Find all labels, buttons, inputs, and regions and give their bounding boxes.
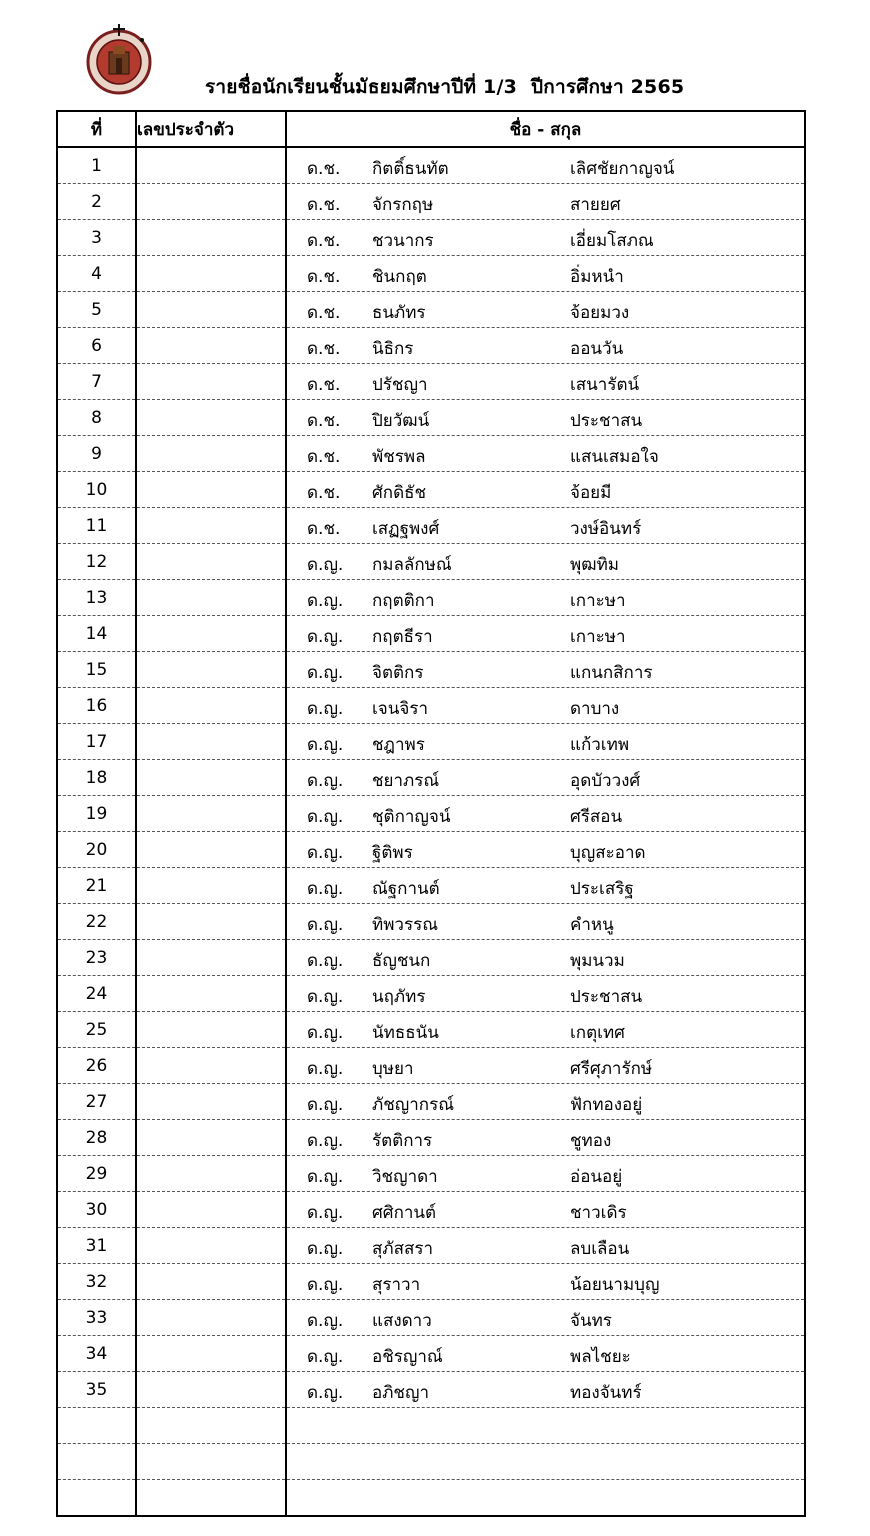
first-name: เสฏฐพงศ์: [372, 519, 440, 539]
student-id-cell: [136, 760, 286, 796]
name-prefix: ด.ญ.: [307, 843, 344, 863]
student-name-cell: [286, 220, 805, 256]
student-id-cell: [136, 868, 286, 904]
name-prefix: ด.ญ.: [307, 699, 344, 719]
name-prefix: ด.ช.: [307, 267, 341, 287]
table-row: [57, 904, 805, 940]
student-name-cell: [286, 1408, 805, 1444]
first-name: สุภัสสรา: [372, 1239, 434, 1259]
name-prefix: ด.ญ.: [307, 1023, 344, 1043]
row-number: 9: [57, 436, 136, 472]
first-name: ศักดิธัช: [372, 483, 427, 503]
student-name-cell: [286, 147, 805, 184]
row-number: 10: [57, 472, 136, 508]
row-number: 15: [57, 652, 136, 688]
last-name: เกาะษา: [570, 627, 626, 647]
student-id-cell: [136, 1336, 286, 1372]
first-name: สุราวา: [372, 1275, 421, 1295]
table-row: [57, 976, 805, 1012]
table-row: [57, 688, 805, 724]
student-name-cell: [286, 328, 805, 364]
last-name: ประชาสน: [570, 987, 643, 1007]
last-name: จ้อยมวง: [570, 303, 630, 323]
row-number: [57, 1480, 136, 1517]
student-id-cell: [136, 1264, 286, 1300]
student-id-cell: [136, 1228, 286, 1264]
student-name-cell: [286, 904, 805, 940]
student-name-cell: [286, 1480, 805, 1517]
student-id-cell: [136, 1300, 286, 1336]
student-name-cell: [286, 1156, 805, 1192]
row-number: 28: [57, 1120, 136, 1156]
name-prefix: ด.ช.: [307, 519, 341, 539]
row-number: 32: [57, 1264, 136, 1300]
row-number: 33: [57, 1300, 136, 1336]
table-row: [57, 508, 805, 544]
row-number: 22: [57, 904, 136, 940]
student-name-cell: [286, 1012, 805, 1048]
name-prefix: ด.ช.: [307, 411, 341, 431]
student-id-cell: [136, 400, 286, 436]
last-name: ประเสริฐ: [570, 879, 634, 899]
last-name: ชาวเดิร: [570, 1203, 627, 1223]
student-id-cell: [136, 904, 286, 940]
table-row: [57, 256, 805, 292]
student-id-cell: [136, 1048, 286, 1084]
student-id-cell: [136, 220, 286, 256]
first-name: ธัญชนก: [372, 951, 431, 971]
last-name: เกาะษา: [570, 591, 626, 611]
student-id-cell: [136, 688, 286, 724]
name-prefix: ด.ญ.: [307, 555, 344, 575]
first-name: บุษยา: [372, 1059, 414, 1079]
last-name: เสนารัตน์: [570, 375, 640, 395]
name-prefix: ด.ญ.: [307, 1275, 344, 1295]
table-row: [57, 1336, 805, 1372]
table-row: [57, 1444, 805, 1480]
first-name: ภัชญากรณ์: [372, 1095, 454, 1115]
table-row: [57, 580, 805, 616]
row-number: 12: [57, 544, 136, 580]
first-name: นัทธธนัน: [372, 1023, 439, 1043]
first-name: นฤภัทร: [372, 987, 426, 1007]
student-name-cell: [286, 472, 805, 508]
row-number: 11: [57, 508, 136, 544]
last-name: น้อยนามบุญ: [570, 1275, 660, 1295]
table-row: [57, 364, 805, 400]
row-number: 31: [57, 1228, 136, 1264]
name-prefix: ด.ญ.: [307, 915, 344, 935]
name-prefix: ด.ญ.: [307, 1347, 344, 1367]
row-number: 26: [57, 1048, 136, 1084]
name-prefix: ด.ช.: [307, 447, 341, 467]
row-number: 30: [57, 1192, 136, 1228]
student-id-cell: [136, 796, 286, 832]
last-name: เลิศชัยกาญจน์: [570, 159, 675, 179]
first-name: กฤตติกา: [372, 591, 435, 611]
last-name: พุมนวม: [570, 951, 625, 971]
table-row: [57, 1372, 805, 1408]
table-row: [57, 868, 805, 904]
last-name: ฟักทองอยู่: [570, 1095, 643, 1115]
name-prefix: ด.ญ.: [307, 591, 344, 611]
table-row: [57, 1048, 805, 1084]
row-number: 20: [57, 832, 136, 868]
table-header-row: [57, 111, 805, 147]
first-name: ชวนากร: [372, 231, 434, 251]
first-name: ทิพวรรณ: [372, 915, 438, 935]
student-name-cell: [286, 652, 805, 688]
table-row: [57, 147, 805, 184]
row-number: 6: [57, 328, 136, 364]
student-name-cell: [286, 832, 805, 868]
student-id-cell: [136, 1408, 286, 1444]
last-name: สายยศ: [570, 195, 621, 215]
row-number: 4: [57, 256, 136, 292]
name-prefix: ด.ญ.: [307, 1239, 344, 1259]
name-prefix: ด.ญ.: [307, 879, 344, 899]
first-name: ชุติกาญจน์: [372, 807, 451, 827]
first-name: พัชรพล: [372, 447, 426, 467]
row-number: 16: [57, 688, 136, 724]
row-number: 24: [57, 976, 136, 1012]
first-name: วิชญาดา: [372, 1167, 438, 1187]
last-name: พุฒทิม: [570, 555, 619, 575]
student-name-cell: [286, 1084, 805, 1120]
row-number: 27: [57, 1084, 136, 1120]
table-row: [57, 184, 805, 220]
table-row: [57, 400, 805, 436]
student-name-cell: [286, 1048, 805, 1084]
table-row: [57, 760, 805, 796]
row-number: 35: [57, 1372, 136, 1408]
student-name-cell: [286, 1192, 805, 1228]
student-name-cell: [286, 868, 805, 904]
last-name: จ้อยมี: [570, 483, 612, 503]
student-id-cell: [136, 1012, 286, 1048]
row-number: 25: [57, 1012, 136, 1048]
student-id-cell: [136, 832, 286, 868]
table-row: [57, 832, 805, 868]
name-prefix: ด.ช.: [307, 339, 341, 359]
student-id-cell: [136, 147, 286, 184]
row-number: 14: [57, 616, 136, 652]
table-row: [57, 616, 805, 652]
student-id-cell: [136, 508, 286, 544]
table-row: [57, 1480, 805, 1517]
school-logo: [86, 22, 152, 98]
table-row: [57, 472, 805, 508]
student-name-cell: [286, 796, 805, 832]
last-name: เอี่ยมโสภณ: [570, 231, 654, 251]
table-row: [57, 1408, 805, 1444]
page-title: [205, 72, 684, 102]
student-name-cell: [286, 580, 805, 616]
row-number: 29: [57, 1156, 136, 1192]
name-prefix: ด.ช.: [307, 375, 341, 395]
name-prefix: ด.ญ.: [307, 627, 344, 647]
row-number: 23: [57, 940, 136, 976]
first-name: ชินกฤต: [372, 267, 427, 287]
last-name: บุญสะอาด: [570, 843, 646, 863]
last-name: ศรีศุภารักษ์: [570, 1059, 653, 1079]
last-name: พลไชยะ: [570, 1347, 631, 1367]
student-name-cell: [286, 1300, 805, 1336]
table-row: [57, 292, 805, 328]
name-prefix: ด.ญ.: [307, 1311, 344, 1331]
name-prefix: ด.ช.: [307, 195, 341, 215]
student-id-cell: [136, 1120, 286, 1156]
student-name-cell: [286, 364, 805, 400]
student-id-cell: [136, 328, 286, 364]
student-name-cell: [286, 508, 805, 544]
student-id-cell: [136, 1192, 286, 1228]
student-id-cell: [136, 472, 286, 508]
name-prefix: ด.ญ.: [307, 1095, 344, 1115]
first-name: อชิรญาณ์: [372, 1347, 443, 1367]
student-name-cell: [286, 1444, 805, 1480]
student-id-cell: [136, 580, 286, 616]
table-row: [57, 652, 805, 688]
row-number: 18: [57, 760, 136, 796]
row-number: 34: [57, 1336, 136, 1372]
name-prefix: ด.ญ.: [307, 1059, 344, 1079]
row-number: 5: [57, 292, 136, 328]
student-id-cell: [136, 1156, 286, 1192]
last-name: แก้วเทพ: [570, 735, 630, 755]
first-name: ปรัชญา: [372, 375, 428, 395]
student-name-cell: [286, 544, 805, 580]
name-prefix: ด.ญ.: [307, 1203, 344, 1223]
table-row: [57, 940, 805, 976]
table-row: [57, 544, 805, 580]
student-id-cell: [136, 616, 286, 652]
last-name: ลบเลือน: [570, 1239, 630, 1259]
student-name-cell: [286, 976, 805, 1012]
student-name-cell: [286, 400, 805, 436]
table-row: [57, 436, 805, 472]
student-name-cell: [286, 292, 805, 328]
name-prefix: ด.ญ.: [307, 663, 344, 683]
table-row: [57, 220, 805, 256]
header-student-id: เลขประจำตัว: [136, 111, 286, 147]
student-name-cell: [286, 1228, 805, 1264]
first-name: กมลลักษณ์: [372, 555, 452, 575]
first-name: ศศิกานต์: [372, 1203, 437, 1223]
last-name: แกนกสิการ: [570, 663, 653, 683]
row-number: 13: [57, 580, 136, 616]
table-row: [57, 724, 805, 760]
last-name: จันทร: [570, 1311, 612, 1331]
name-prefix: ด.ญ.: [307, 735, 344, 755]
name-prefix: ด.ญ.: [307, 1167, 344, 1187]
student-id-cell: [136, 184, 286, 220]
table-row: [57, 796, 805, 832]
student-name-cell: [286, 1372, 805, 1408]
first-name: ฐิติพร: [372, 843, 413, 863]
student-name-cell: [286, 760, 805, 796]
last-name: ออนวัน: [570, 339, 624, 359]
table-row: [57, 1300, 805, 1336]
last-name: แสนเสมอใจ: [570, 447, 659, 467]
name-prefix: ด.ช.: [307, 483, 341, 503]
first-name: กิตติ์ธนทัต: [372, 159, 449, 179]
name-prefix: ด.ญ.: [307, 1131, 344, 1151]
student-id-cell: [136, 1084, 286, 1120]
student-id-cell: [136, 652, 286, 688]
header-number: ที่: [57, 111, 136, 147]
first-name: อภิชญา: [372, 1383, 429, 1403]
last-name: ทองจันทร์: [570, 1383, 642, 1403]
last-name: อ่อนอยู่: [570, 1167, 623, 1187]
row-number: 2: [57, 184, 136, 220]
row-number: [57, 1444, 136, 1480]
table-row: [57, 328, 805, 364]
table-row: [57, 1120, 805, 1156]
last-name: คำหนู: [570, 915, 614, 935]
row-number: 19: [57, 796, 136, 832]
row-number: 21: [57, 868, 136, 904]
first-name: แสงดาว: [372, 1311, 432, 1331]
student-id-cell: [136, 256, 286, 292]
student-id-cell: [136, 1372, 286, 1408]
table-row: [57, 1156, 805, 1192]
row-number: 8: [57, 400, 136, 436]
student-id-cell: [136, 292, 286, 328]
row-number: [57, 1408, 136, 1444]
table-row: [57, 1084, 805, 1120]
name-prefix: ด.ช.: [307, 159, 341, 179]
last-name: วงษ์อินทร์: [570, 519, 642, 539]
student-name-cell: [286, 184, 805, 220]
student-name-cell: [286, 1336, 805, 1372]
student-name-cell: [286, 724, 805, 760]
first-name: จักรกฤษ: [372, 195, 434, 215]
name-prefix: ด.ญ.: [307, 1383, 344, 1403]
first-name: จิตติกร: [372, 663, 424, 683]
first-name: รัตติการ: [372, 1131, 433, 1151]
last-name: อุดบัววงศ์: [570, 771, 641, 791]
student-name-cell: [286, 688, 805, 724]
student-id-cell: [136, 1444, 286, 1480]
last-name: ดาบาง: [570, 699, 620, 719]
student-id-cell: [136, 544, 286, 580]
student-name-cell: [286, 1120, 805, 1156]
first-name: เจนจิรา: [372, 699, 429, 719]
student-name-cell: [286, 1264, 805, 1300]
student-roster-table: [56, 110, 806, 1517]
first-name: ชยาภรณ์: [372, 771, 440, 791]
name-prefix: ด.ญ.: [307, 987, 344, 1007]
student-name-cell: [286, 940, 805, 976]
first-name: นิธิกร: [372, 339, 414, 359]
name-prefix: ด.ช.: [307, 231, 341, 251]
student-id-cell: [136, 940, 286, 976]
row-number: 1: [57, 147, 136, 184]
header-name: ชื่อ - สกุล: [286, 111, 805, 147]
name-prefix: ด.ญ.: [307, 807, 344, 827]
row-number: 3: [57, 220, 136, 256]
row-number: 7: [57, 364, 136, 400]
first-name: ธนภัทร: [372, 303, 426, 323]
student-id-cell: [136, 364, 286, 400]
table-row: [57, 1012, 805, 1048]
name-prefix: ด.ญ.: [307, 951, 344, 971]
table-row: [57, 1264, 805, 1300]
last-name: ศรีสอน: [570, 807, 623, 827]
student-id-cell: [136, 724, 286, 760]
title-year: ปีการศึกษา 2565: [531, 76, 685, 98]
first-name: กฤตธีรา: [372, 627, 433, 647]
student-id-cell: [136, 436, 286, 472]
last-name: ประชาสน: [570, 411, 643, 431]
last-name: ชูทอง: [570, 1131, 612, 1151]
first-name: ชฎาพร: [372, 735, 425, 755]
first-name: ปิยวัฒน์: [372, 411, 430, 431]
name-prefix: ด.ญ.: [307, 771, 344, 791]
first-name: ณัฐกานต์: [372, 879, 440, 899]
student-name-cell: [286, 436, 805, 472]
last-name: เกตุเทศ: [570, 1023, 625, 1043]
student-name-cell: [286, 256, 805, 292]
table-row: [57, 1192, 805, 1228]
title-class: รายชื่อนักเรียนชั้นมัธยมศึกษาปีที่ 1/3: [205, 76, 518, 98]
student-id-cell: [136, 976, 286, 1012]
last-name: อิ่มหนำ: [570, 267, 624, 287]
student-id-cell: [136, 1480, 286, 1517]
name-prefix: ด.ช.: [307, 303, 341, 323]
student-name-cell: [286, 616, 805, 652]
row-number: 17: [57, 724, 136, 760]
table-row: [57, 1228, 805, 1264]
table-body: [57, 147, 805, 1516]
